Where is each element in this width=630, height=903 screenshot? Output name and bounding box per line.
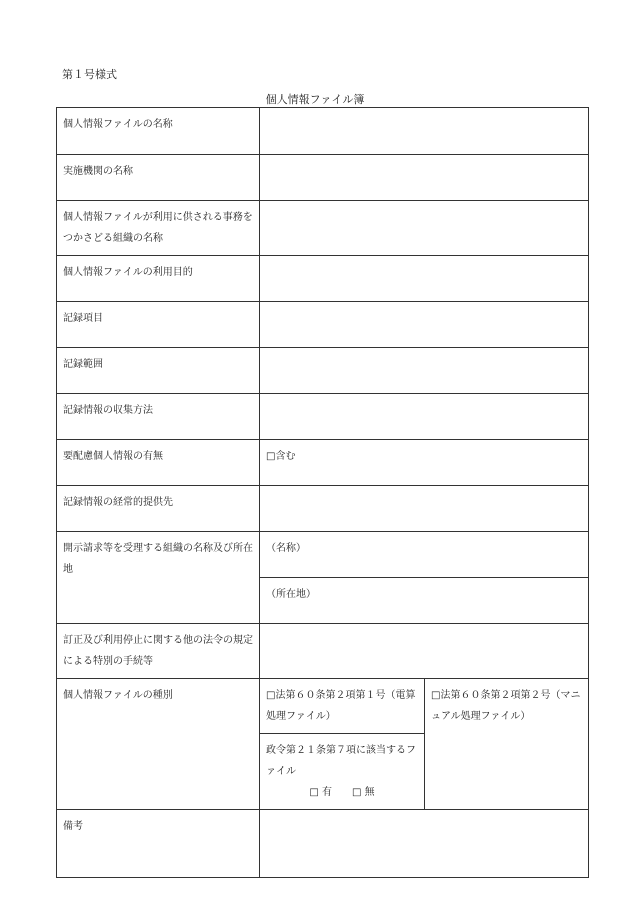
label-scope: 記録範囲 bbox=[57, 348, 260, 394]
checkbox-electronic-file[interactable]: □法第６０条第２項第１号（電算処理ファイル） bbox=[260, 679, 425, 734]
table-row bbox=[57, 679, 589, 734]
field-disclosure-name[interactable]: （名称） bbox=[260, 532, 589, 578]
label-institution: 実施機関の名称 bbox=[57, 155, 260, 201]
checkbox-yes-no[interactable]: □ 有 □ 無 bbox=[309, 787, 375, 798]
table-row bbox=[57, 440, 589, 486]
table-row bbox=[57, 624, 589, 679]
label-items: 記録項目 bbox=[57, 302, 260, 348]
table-row bbox=[57, 348, 589, 394]
table-row bbox=[57, 256, 589, 302]
table-row bbox=[57, 394, 589, 440]
page-title: 個人情報ファイル簿 bbox=[265, 93, 365, 106]
checkbox-manual-file[interactable]: □法第６０条第２項第２号（マニュアル処理ファイル） bbox=[425, 679, 589, 810]
table-row bbox=[57, 532, 589, 578]
label-disclosure: 開示請求等を受理する組織の名称及び所在地 bbox=[57, 532, 260, 624]
field-items[interactable] bbox=[260, 302, 589, 348]
field-institution[interactable] bbox=[260, 155, 589, 201]
label-purpose: 個人情報ファイルの利用目的 bbox=[57, 256, 260, 302]
label-provision: 記録情報の経常的提供先 bbox=[57, 486, 260, 532]
field-organization[interactable] bbox=[260, 201, 589, 256]
label-sensitive: 要配慮個人情報の有無 bbox=[57, 440, 260, 486]
ordinance-cell bbox=[260, 734, 425, 810]
label-special: 訂正及び利用停止に関する他の法令の規定による特別の手続等 bbox=[57, 624, 260, 679]
field-file-name[interactable] bbox=[260, 108, 589, 155]
register-table bbox=[56, 107, 589, 878]
field-disclosure-address[interactable]: （所在地） bbox=[260, 578, 589, 624]
label-file-type: 個人情報ファイルの種別 bbox=[57, 679, 260, 810]
table-row bbox=[57, 810, 589, 878]
label-collection: 記録情報の収集方法 bbox=[57, 394, 260, 440]
label-remarks: 備考 bbox=[57, 810, 260, 878]
field-scope[interactable] bbox=[260, 348, 589, 394]
field-remarks[interactable] bbox=[260, 810, 589, 878]
table-row bbox=[57, 302, 589, 348]
field-special[interactable] bbox=[260, 624, 589, 679]
ordinance-label: 政令第２１条第７項に該当するファイル bbox=[266, 745, 416, 777]
checkbox-sensitive[interactable]: □含む bbox=[260, 440, 589, 486]
table-row bbox=[57, 155, 589, 201]
form-number: 第１号様式 bbox=[62, 68, 117, 81]
label-organization: 個人情報ファイルが利用に供される事務をつかさどる組織の名称 bbox=[57, 201, 260, 256]
table-row bbox=[57, 201, 589, 256]
table-row bbox=[57, 108, 589, 155]
field-collection[interactable] bbox=[260, 394, 589, 440]
field-provision[interactable] bbox=[260, 486, 589, 532]
field-purpose[interactable] bbox=[260, 256, 589, 302]
label-file-name: 個人情報ファイルの名称 bbox=[57, 108, 260, 155]
table-row bbox=[57, 486, 589, 532]
